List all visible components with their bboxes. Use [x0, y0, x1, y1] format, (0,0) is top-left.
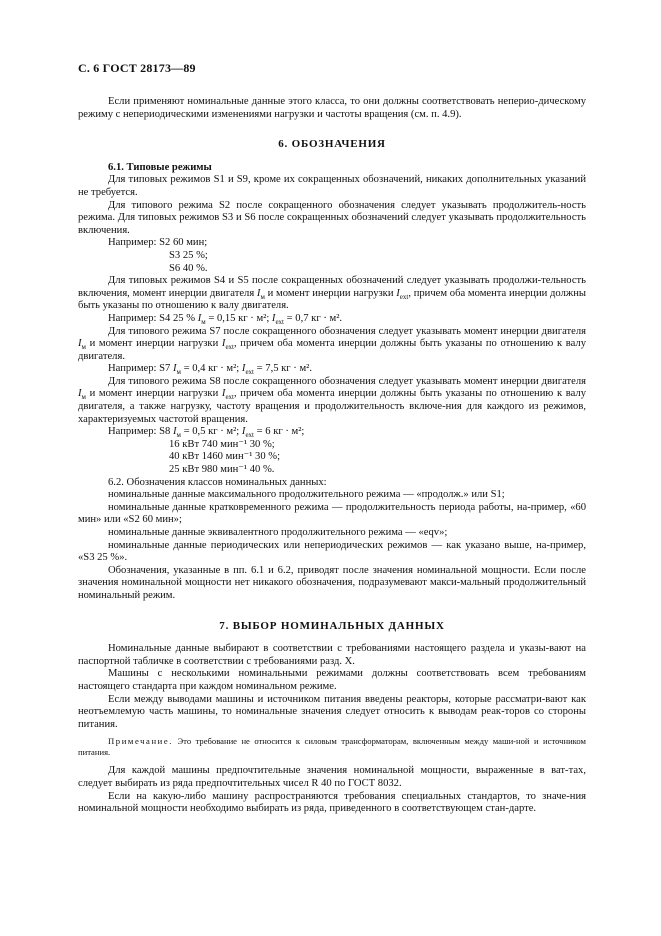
paragraph-s7: Для типового режима S7 после сокращенного обозначения следует указывать момент инерции двигателя $I_м$ и момент инерции нагрузки $I_{ext}$, причем оба момента инерции должны быть указаны по отношению к валу двигателя. [78, 325, 586, 362]
example-4-line-2: 16 кВт 740 мин⁻¹ 30 %; [169, 438, 275, 450]
example-3: Например: S7 $I_м = 0,4$ кг · м²; $I_{ext} = 7,5$ кг · м². [108, 363, 313, 377]
paragraph-multiple-ratings: Машины с несколькими номинальными режимами должны соответствовать всем требованиям настоящего стандарта при каждом номинальном режиме. [78, 668, 586, 692]
paragraph-designations-placement: Обозначения, указанные в пп. 6.1 и 6.2, приводят после значения номинальной мощности. Если после значения номинальной мощности нет никакого обозначения, подразумевают макси-мальный продолжительный номинальный режим. [78, 564, 586, 601]
subsection-6-1-heading: 6.1. Типовые режимы [108, 161, 212, 173]
note-power-transformers [78, 736, 586, 758]
document-body [78, 96, 586, 816]
note-text: Это требование не относится к силовым трансформаторам, включенным между маши-ной и источником питания. [78, 736, 586, 758]
class-item-periodic: номинальные данные периодических или непериодических режимов — как указано выше, на-пример, «S3 25 %». [78, 539, 586, 564]
example-4-line-1: Например: S8 $I_м = 0,5$ кг · м²; $I_{ext} = 6$ кг · м²; [108, 426, 305, 440]
paragraph-s4-s5: Для типовых режимов S4 и S5 после сокращенных обозначений следует указывать продолжи-тельность включения, момент инерции двигателя $I_м$ и момент инерции нагрузки $I_{ext}$, причем оба момента инерции должны быть указаны по отношению к валу двигателя. [78, 275, 586, 312]
example-1-line-2: S3 25 %; [169, 249, 208, 261]
paragraph-reactors: Если между выводами машины и источником питания введены реакторы, которые рассматри-вают как неотъемлемую часть машины, то номинальные значения следует относить к выводам реак-торов со стороны питания. [78, 693, 586, 730]
example-1-line-3: S6 40 %. [169, 262, 208, 274]
note-label: Примечание. [108, 736, 174, 747]
paragraph-s2-s3-s6: Для типового режима S2 после сокращенного обозначения следует указывать продолжитель-ность режима. Для типовых режимов S3 и S6 после сокращенных обозначений следует указывать продолжительность включения. [78, 199, 586, 236]
example-2: Например: S4 25 % $I_м = 0,15$ кг · м²; $I_{ext} = 0,7$ кг · м². [108, 312, 343, 327]
class-item-short-time: номинальные данные кратковременного режима — продолжительность периода работы, на-пример, «60 мин» или «S2 60 мин»; [78, 501, 586, 526]
example-4-line-4: 25 кВт 980 мин⁻¹ 40 %. [169, 464, 275, 476]
section-7-heading: 7. ВЫБОР НОМИНАЛЬНЫХ ДАННЫХ [219, 619, 445, 632]
example-4-line-3: 40 кВт 1460 мин⁻¹ 30 %; [169, 451, 281, 463]
example-1-line-1: Например: S2 60 мин; [108, 237, 208, 249]
class-item-equivalent: номинальные данные эквивалентного продолжительного режима — «eqv»; [108, 527, 448, 538]
paragraph-s8: Для типового режима S8 после сокращенного обозначения следует указывать момент инерции двигателя $I_м$ и момент инерции нагрузки $I_{ext}$, причем оба момента инерции должны быть указаны по отношению к валу двигателя, а также нагрузку, частоту вращения и продолжительность включе-ния для каждого из режимов, характеризуемых частотой вращения. [78, 375, 586, 425]
paragraph-special-standards: Если на какую-либо машину распространяются требования специальных стандартов, то значе-ния номинальной мощности необходимо выбирать из ряда, приведенного в соответствующем стан-дарте. [78, 790, 586, 815]
paragraph-s1-s9: Для типовых режимов S1 и S9, кроме их сокращенных обозначений, никаких дополнительных указаний не требуется. [78, 174, 586, 198]
subsection-6-2-heading: 6.2. Обозначения классов номинальных данных: [108, 476, 327, 488]
page-header: С. 6 ГОСТ 28173—89 [78, 61, 196, 75]
section-6-heading: 6. ОБОЗНАЧЕНИЯ [278, 138, 386, 151]
paragraph-rating-selection: Номинальные данные выбирают в соответствии с требованиями настоящего раздела и указы-вают на паспортной табличке в соответствии с требованиями разд. X. [78, 643, 586, 667]
class-item-max-continuous: номинальные данные максимального продолжительного режима — «продолж.» или S1; [108, 489, 505, 501]
paragraph-preferred-values: Для каждой машины предпочтительные значения номинальной мощности, выраженные в ват-тах, следует выбирать из ряда предпочтительных чисел R 40 по ГОСТ 8032. [78, 765, 586, 789]
paragraph-class-note: Если применяют номинальные данные этого класса, то они должны соответствовать неперио-дическому режиму с непериодическими изменениями нагрузки и частоты вращения (см. п. 4.9). [78, 96, 586, 120]
